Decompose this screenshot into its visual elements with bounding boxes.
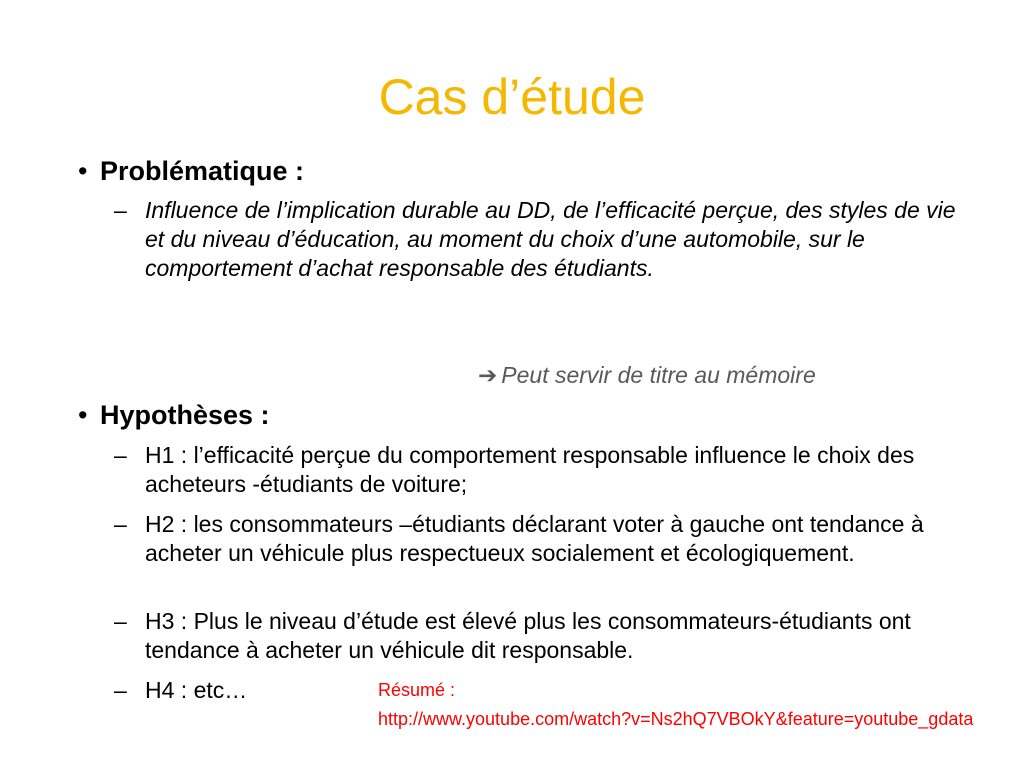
dash-icon: – — [114, 608, 127, 634]
dash-icon: – — [114, 511, 127, 537]
bullet-hypotheses — [78, 399, 270, 431]
hypotheses-heading: Hypothèses : — [100, 400, 270, 430]
bullet-problematique — [78, 155, 305, 187]
problematique-heading: Problématique : — [100, 156, 305, 186]
note-text: Peut servir de titre au mémoire — [501, 362, 816, 388]
resume-box — [378, 676, 988, 734]
title-note — [478, 360, 816, 390]
resume-link[interactable]: http://www.youtube.com/watch?v=Ns2hQ7VBOkY&feature=youtube_gdata — [378, 709, 974, 729]
hypothesis-item-h2 — [114, 510, 975, 568]
hypothesis-text: H4 : etc… — [145, 677, 248, 703]
hypothesis-item-h1 — [114, 441, 975, 499]
dash-icon: – — [114, 197, 127, 223]
bullet-icon: • — [78, 400, 88, 430]
problematique-text: Influence de l’implication durable au DD, de l’efficacité perçue, des styles de vie et du niveau d’éducation, au moment du choix d’une automobile, sur le comportement d’achat responsable des étudiants. — [145, 197, 956, 281]
slide-title: Cas d’étude — [378, 69, 646, 125]
dash-icon: – — [114, 442, 127, 468]
problematique-item — [114, 196, 975, 283]
dash-icon: – — [114, 677, 127, 703]
hypothesis-item-h4 — [114, 676, 365, 705]
resume-label: Résumé : — [378, 680, 456, 700]
hypothesis-text: H3 : Plus le niveau d’étude est élevé plus les consommateurs-étudiants ont tendance à acheter un véhicule dit responsable. — [145, 608, 911, 663]
hypothesis-text: H1 : l’efficacité perçue du comportement responsable influence le choix des acheteurs -étudiants de voiture; — [145, 442, 915, 497]
arrow-right-icon: ➔ — [478, 362, 498, 388]
bullet-icon: • — [78, 156, 88, 186]
hypothesis-item-h3 — [114, 607, 975, 665]
hypothesis-text: H2 : les consommateurs –étudiants déclarant voter à gauche ont tendance à acheter un véhicule plus respectueux socialement et écologiquement. — [145, 511, 924, 566]
